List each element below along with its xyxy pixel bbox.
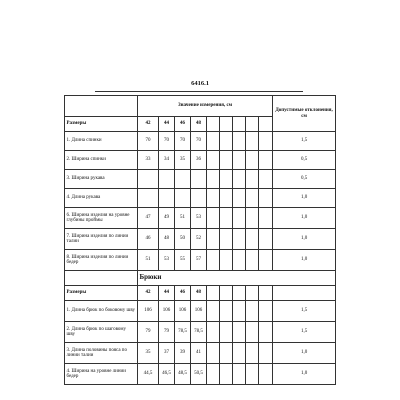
model-number: 6416.1 xyxy=(191,80,209,87)
size-cell: 48 xyxy=(191,117,207,132)
sizes-label: Размеры xyxy=(65,286,138,301)
header-empty-cell xyxy=(65,96,138,117)
empty-cell xyxy=(207,301,220,322)
empty-cell xyxy=(233,286,246,301)
empty-cell xyxy=(220,132,233,151)
empty-cell xyxy=(246,208,259,229)
empty-cell xyxy=(273,286,336,301)
empty-cell xyxy=(259,343,273,364)
row-label: 3. Ширина рукава xyxy=(65,170,138,189)
value-cell: 35 xyxy=(175,151,191,170)
empty-cell xyxy=(207,286,220,301)
value-cell xyxy=(175,189,191,208)
empty-cell xyxy=(220,189,233,208)
value-cell: 44,5 xyxy=(138,364,159,385)
empty-cell xyxy=(259,250,273,271)
value-cell: 51 xyxy=(138,250,159,271)
size-cell: 42 xyxy=(138,286,159,301)
value-cell: 79 xyxy=(159,322,175,343)
size-cell: 44 xyxy=(159,117,175,132)
value-cell: 106 xyxy=(175,301,191,322)
row-label: 2. Длина брюк по шаговому шву xyxy=(65,322,138,343)
empty-cell xyxy=(233,189,246,208)
empty-cell xyxy=(220,229,233,250)
empty-cell xyxy=(246,250,259,271)
row-label: 1. Длина спинки xyxy=(65,132,138,151)
value-cell: 57 xyxy=(191,250,207,271)
size-cell: 46 xyxy=(175,286,191,301)
empty-cell xyxy=(207,117,220,132)
empty-cell xyxy=(233,322,246,343)
empty-cell xyxy=(207,151,220,170)
table-row xyxy=(65,343,336,364)
empty-cell xyxy=(259,301,273,322)
empty-cell xyxy=(246,301,259,322)
value-cell: 41 xyxy=(191,343,207,364)
table-row xyxy=(65,151,336,170)
value-cell: 49 xyxy=(159,208,175,229)
empty-cell xyxy=(207,132,220,151)
empty-cell xyxy=(220,301,233,322)
sizes-label: Размеры xyxy=(65,117,138,132)
empty-cell xyxy=(246,364,259,385)
table-row xyxy=(65,208,336,229)
section-title-row xyxy=(65,271,336,286)
size-cell: 46 xyxy=(175,117,191,132)
value-cell: 50 xyxy=(175,229,191,250)
value-cell: 48,5 xyxy=(175,364,191,385)
value-cell xyxy=(159,170,175,189)
value-cell: 70 xyxy=(191,132,207,151)
value-cell: 70 xyxy=(138,132,159,151)
empty-cell xyxy=(259,189,273,208)
value-cell: 48 xyxy=(159,229,175,250)
value-cell: 106 xyxy=(159,301,175,322)
empty-cell xyxy=(207,250,220,271)
value-cell: 53 xyxy=(159,250,175,271)
row-label: 4. Длина рукава xyxy=(65,189,138,208)
row-label: 1. Длина брюк по боковому шву xyxy=(65,301,138,322)
empty-cell xyxy=(233,117,246,132)
value-cell: 36 xyxy=(191,151,207,170)
value-cell: 55 xyxy=(175,250,191,271)
value-cell: 33 xyxy=(138,151,159,170)
empty-cell xyxy=(233,170,246,189)
empty-cell xyxy=(246,343,259,364)
empty-cell xyxy=(259,151,273,170)
tolerance-cell: 1,0 xyxy=(273,364,336,385)
empty-cell xyxy=(220,322,233,343)
empty-cell xyxy=(259,286,273,301)
empty-cell xyxy=(220,170,233,189)
row-label: 7. Ширина изделия по линии талии xyxy=(65,229,138,250)
tolerance-title: Допустимые отклонения, см xyxy=(273,96,336,132)
value-cell xyxy=(159,189,175,208)
tolerance-cell: 0,5 xyxy=(273,170,336,189)
value-cell: 46 xyxy=(138,229,159,250)
empty-cell xyxy=(246,151,259,170)
empty-cell xyxy=(207,322,220,343)
value-cell: 34 xyxy=(159,151,175,170)
empty-cell xyxy=(65,271,138,286)
value-cell: 35 xyxy=(138,343,159,364)
row-label: 2. Ширина спинки xyxy=(65,151,138,170)
value-cell: 78,5 xyxy=(191,322,207,343)
row-label: 3. Длина половины пояса по линии талии xyxy=(65,343,138,364)
value-cell: 39 xyxy=(175,343,191,364)
empty-cell xyxy=(220,250,233,271)
empty-cell xyxy=(233,151,246,170)
value-cell: 47 xyxy=(138,208,159,229)
size-cell: 44 xyxy=(159,286,175,301)
empty-cell xyxy=(233,364,246,385)
table-row xyxy=(65,364,336,385)
empty-cell xyxy=(259,364,273,385)
table-header-row xyxy=(65,96,336,117)
row-label: 6. Ширина изделия на уровне глубины проймы xyxy=(65,208,138,229)
value-cell: 53 xyxy=(191,208,207,229)
section-sizes-row xyxy=(65,286,336,301)
table-row xyxy=(65,301,336,322)
section-title: Брюки xyxy=(138,271,336,286)
table-row xyxy=(65,322,336,343)
measurements-title: Значение измерения, см xyxy=(138,96,273,117)
empty-cell xyxy=(207,229,220,250)
empty-cell xyxy=(246,117,259,132)
value-cell: 46,5 xyxy=(159,364,175,385)
empty-cell xyxy=(259,208,273,229)
row-label: 8. Ширина изделия по линии бедер xyxy=(65,250,138,271)
measurements-table xyxy=(64,95,336,385)
empty-cell xyxy=(233,250,246,271)
value-cell: 78,5 xyxy=(175,322,191,343)
empty-cell xyxy=(233,343,246,364)
value-cell xyxy=(138,170,159,189)
value-cell xyxy=(191,189,207,208)
value-cell xyxy=(138,189,159,208)
empty-cell xyxy=(233,132,246,151)
tolerance-cell: 1,5 xyxy=(273,322,336,343)
value-cell: 50,5 xyxy=(191,364,207,385)
empty-cell xyxy=(220,151,233,170)
empty-cell xyxy=(246,132,259,151)
value-cell: 37 xyxy=(159,343,175,364)
empty-cell xyxy=(207,364,220,385)
empty-cell xyxy=(259,117,273,132)
table-row xyxy=(65,229,336,250)
title-rule xyxy=(95,91,303,92)
value-cell: 106 xyxy=(191,301,207,322)
empty-cell xyxy=(220,343,233,364)
row-label: 4. Ширина на уровне линии бедер xyxy=(65,364,138,385)
empty-cell xyxy=(220,208,233,229)
empty-cell xyxy=(259,229,273,250)
value-cell: 70 xyxy=(159,132,175,151)
table-body xyxy=(65,96,336,385)
value-cell: 106 xyxy=(138,301,159,322)
empty-cell xyxy=(207,189,220,208)
value-cell: 52 xyxy=(191,229,207,250)
tolerance-cell: 1,0 xyxy=(273,250,336,271)
empty-cell xyxy=(233,301,246,322)
tolerance-cell: 1,0 xyxy=(273,189,336,208)
empty-cell xyxy=(220,286,233,301)
empty-cell xyxy=(220,364,233,385)
tolerance-cell: 1,0 xyxy=(273,229,336,250)
tolerance-cell: 0,5 xyxy=(273,151,336,170)
empty-cell xyxy=(220,117,233,132)
value-cell: 79 xyxy=(138,322,159,343)
empty-cell xyxy=(259,132,273,151)
table-row xyxy=(65,189,336,208)
tolerance-cell: 1,5 xyxy=(273,301,336,322)
empty-cell xyxy=(246,322,259,343)
table-row xyxy=(65,250,336,271)
empty-cell xyxy=(207,208,220,229)
empty-cell xyxy=(233,229,246,250)
empty-cell xyxy=(246,189,259,208)
value-cell xyxy=(191,170,207,189)
empty-cell xyxy=(246,229,259,250)
size-cell: 42 xyxy=(138,117,159,132)
empty-cell xyxy=(259,322,273,343)
empty-cell xyxy=(246,286,259,301)
value-cell: 51 xyxy=(175,208,191,229)
size-cell: 48 xyxy=(191,286,207,301)
empty-cell xyxy=(207,170,220,189)
value-cell: 70 xyxy=(175,132,191,151)
table-row xyxy=(65,132,336,151)
value-cell xyxy=(175,170,191,189)
tolerance-cell: 1,0 xyxy=(273,343,336,364)
tolerance-cell: 1,0 xyxy=(273,208,336,229)
empty-cell xyxy=(246,170,259,189)
empty-cell xyxy=(207,343,220,364)
tolerance-cell: 1,5 xyxy=(273,132,336,151)
empty-cell xyxy=(259,170,273,189)
empty-cell xyxy=(233,208,246,229)
table-row xyxy=(65,170,336,189)
